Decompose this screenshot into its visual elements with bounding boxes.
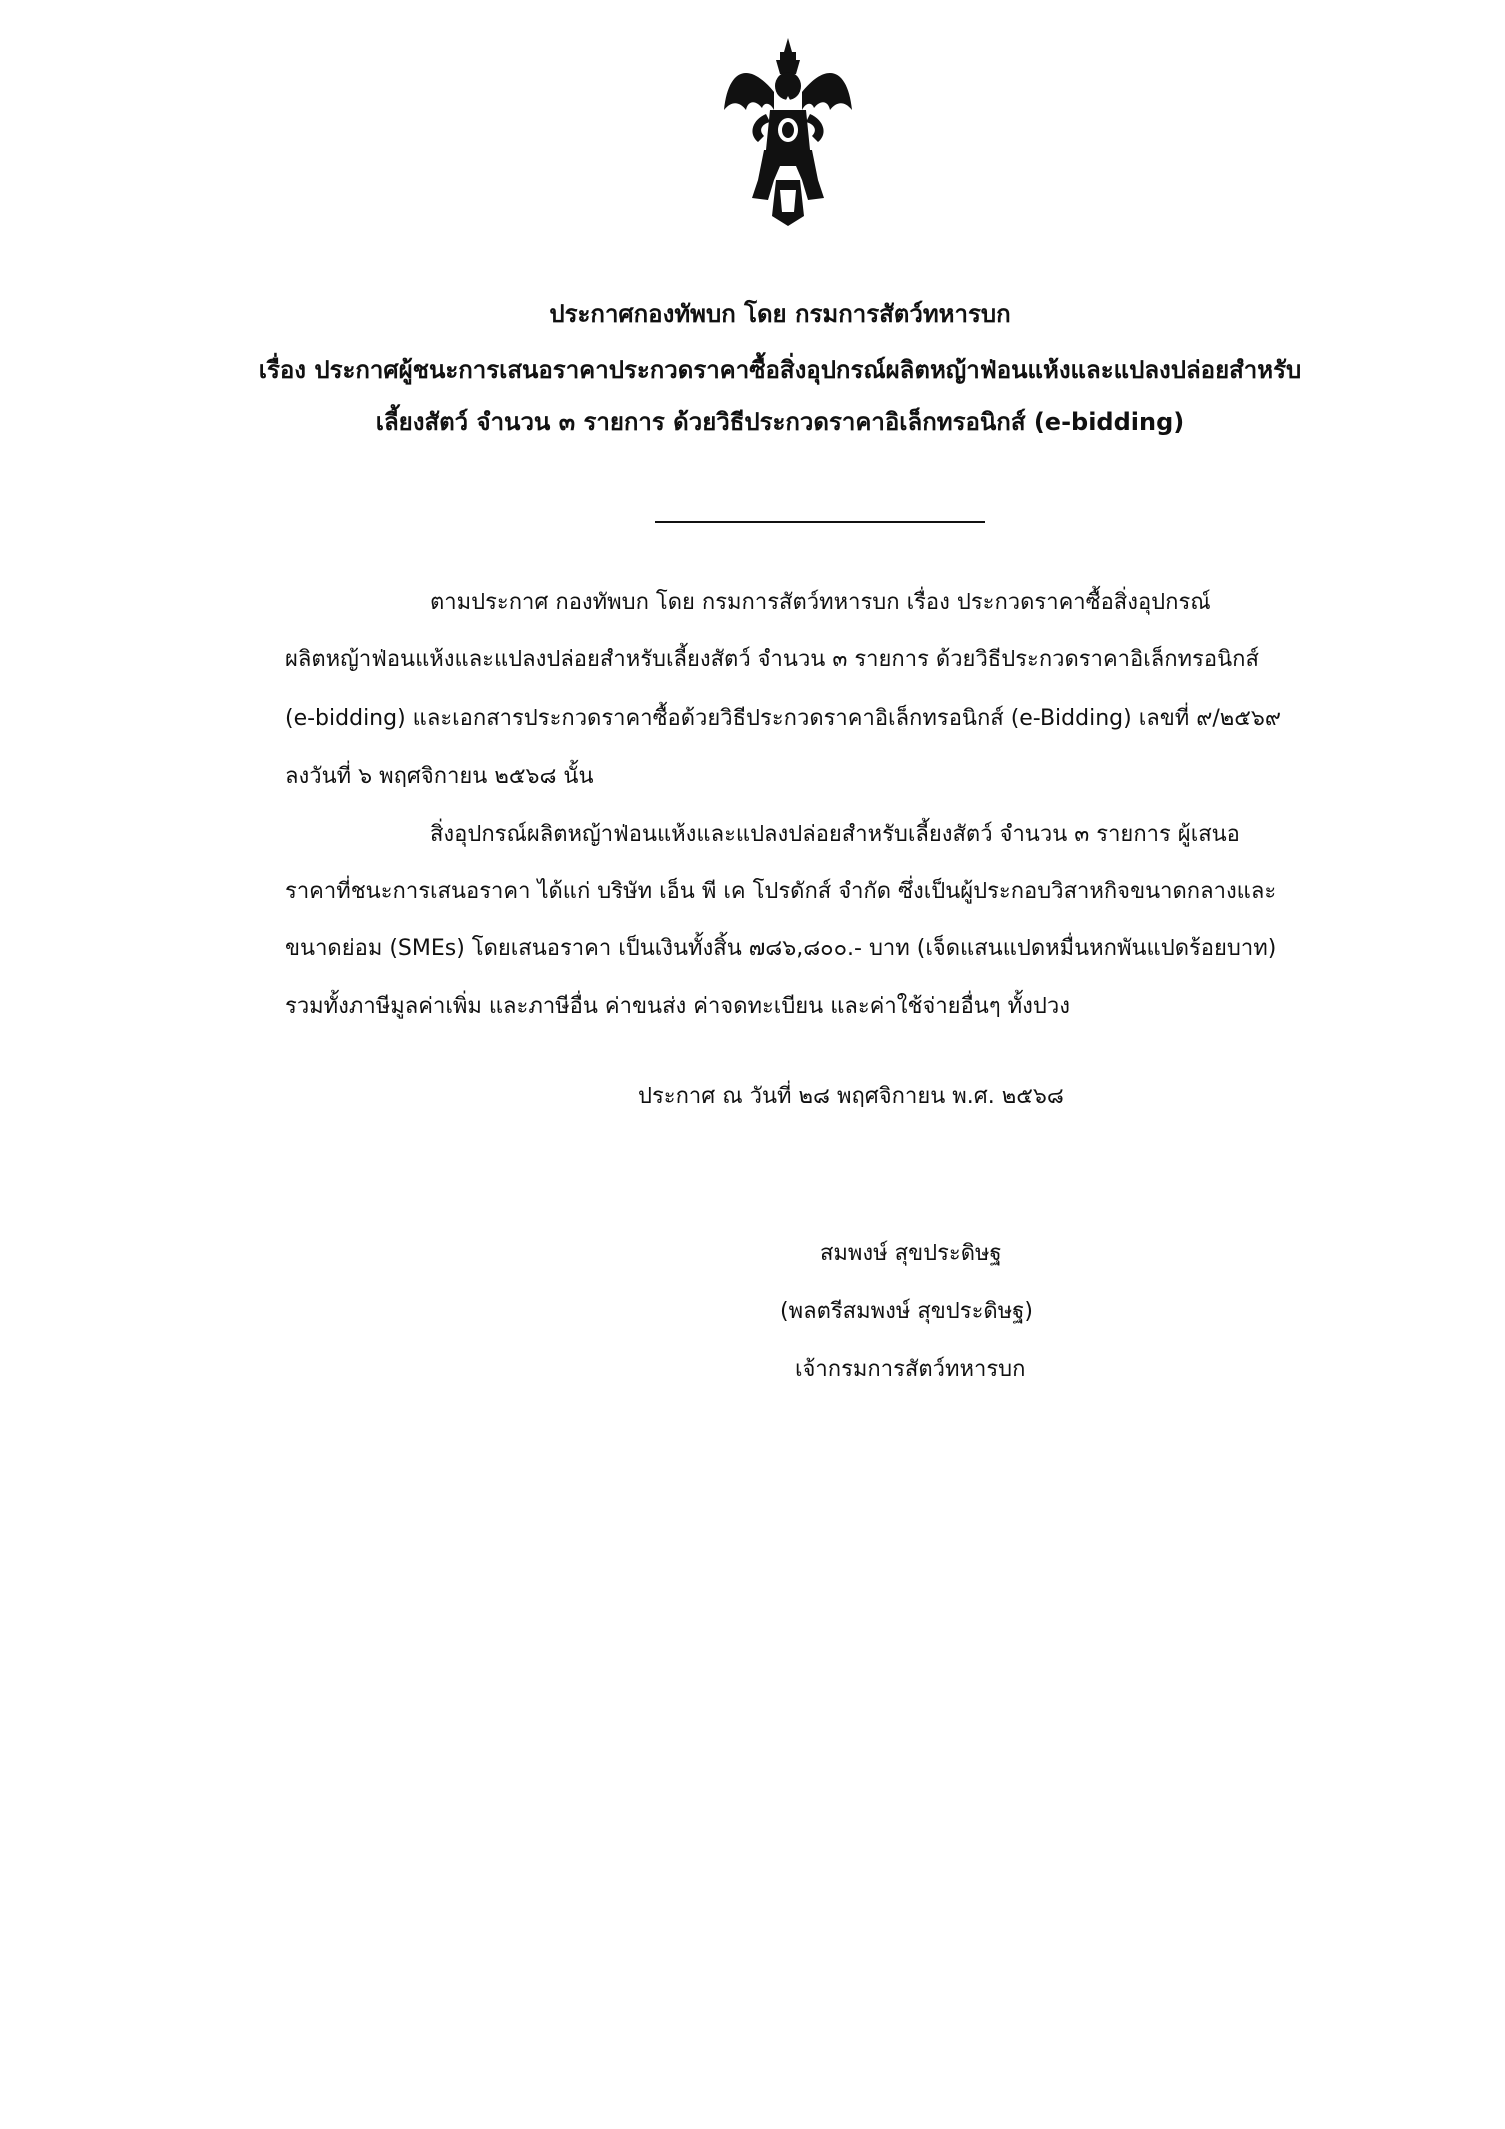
paragraph2-line: สิ่งอุปกรณ์ผลิตหญ้าฟ่อนแห้งและแปลงปล่อยสำหรับเลี้ยงสัตว์ จำนวน ๓ รายการ ผู้เสนอ	[430, 822, 1240, 847]
paragraph2-line: ราคาที่ชนะการเสนอราคา ได้แก่ บริษัท เอ็น พี เค โปรดักส์ จำกัด ซึ่งเป็นผู้ประกอบวิสาหกิจขนาดกลางและ	[285, 879, 1277, 904]
paragraph1-line: ผลิตหญ้าฟ่อนแห้งและแปลงปล่อยสำหรับเลี้ยงสัตว์ จำนวน ๓ รายการ ด้วยวิธีประกวดราคาอิเล็กทรอนิกส์	[285, 647, 1259, 672]
title-divider	[655, 521, 985, 523]
announcement-date: ประกาศ ณ วันที่ ๒๘ พฤศจิกายน พ.ศ. ๒๕๖๘	[638, 1084, 1064, 1109]
paragraph1-line: ลงวันที่ ๖ พฤศจิกายน ๒๕๖๘ นั้น	[285, 764, 594, 789]
paragraph1-line: (e-bidding) และเอกสารประกวดราคาซื้อด้วยวิธีประกวดราคาอิเล็กทรอนิกส์ (e-Bidding) เลขที่ ๙/๒๕๖๙	[285, 706, 1281, 731]
signature-name: สมพงษ์ สุขประดิษฐ	[820, 1241, 1002, 1266]
paragraph2-line: รวมทั้งภาษีมูลค่าเพิ่ม และภาษีอื่น ค่าขนส่ง ค่าจดทะเบียน และค่าใช้จ่ายอื่นๆ ทั้งปวง	[285, 994, 1070, 1019]
announcement-subject-line-2: เลี้ยงสัตว์ จำนวน ๓ รายการ ด้วยวิธีประกวดราคาอิเล็กทรอนิกส์ (e-bidding)	[375, 408, 1185, 436]
paragraph2-line: ขนาดย่อม (SMEs) โดยเสนอราคา เป็นเงินทั้งสิ้น ๗๘๖,๘๐๐.- บาท (เจ็ดแสนแปดหมื่นหกพันแปดร้อยบาท)	[285, 936, 1277, 961]
paragraph1-line: ตามประกาศ กองทัพบก โดย กรมการสัตว์ทหารบก เรื่อง ประกวดราคาซื้อสิ่งอุปกรณ์	[430, 590, 1211, 615]
signatory-full-name: (พลตรีสมพงษ์ สุขประดิษฐ)	[780, 1299, 1033, 1324]
garuda-emblem-icon	[718, 30, 858, 230]
announcement-title: ประกาศกองทัพบก โดย กรมการสัตว์ทหารบก	[549, 300, 1011, 328]
announcement-subject-line-1: เรื่อง ประกาศผู้ชนะการเสนอราคาประกวดราคาซื้อสิ่งอุปกรณ์ผลิตหญ้าฟ่อนแห้งและแปลงปล่อยสำหรับ	[258, 356, 1302, 384]
signatory-position: เจ้ากรมการสัตว์ทหารบก	[795, 1357, 1026, 1382]
